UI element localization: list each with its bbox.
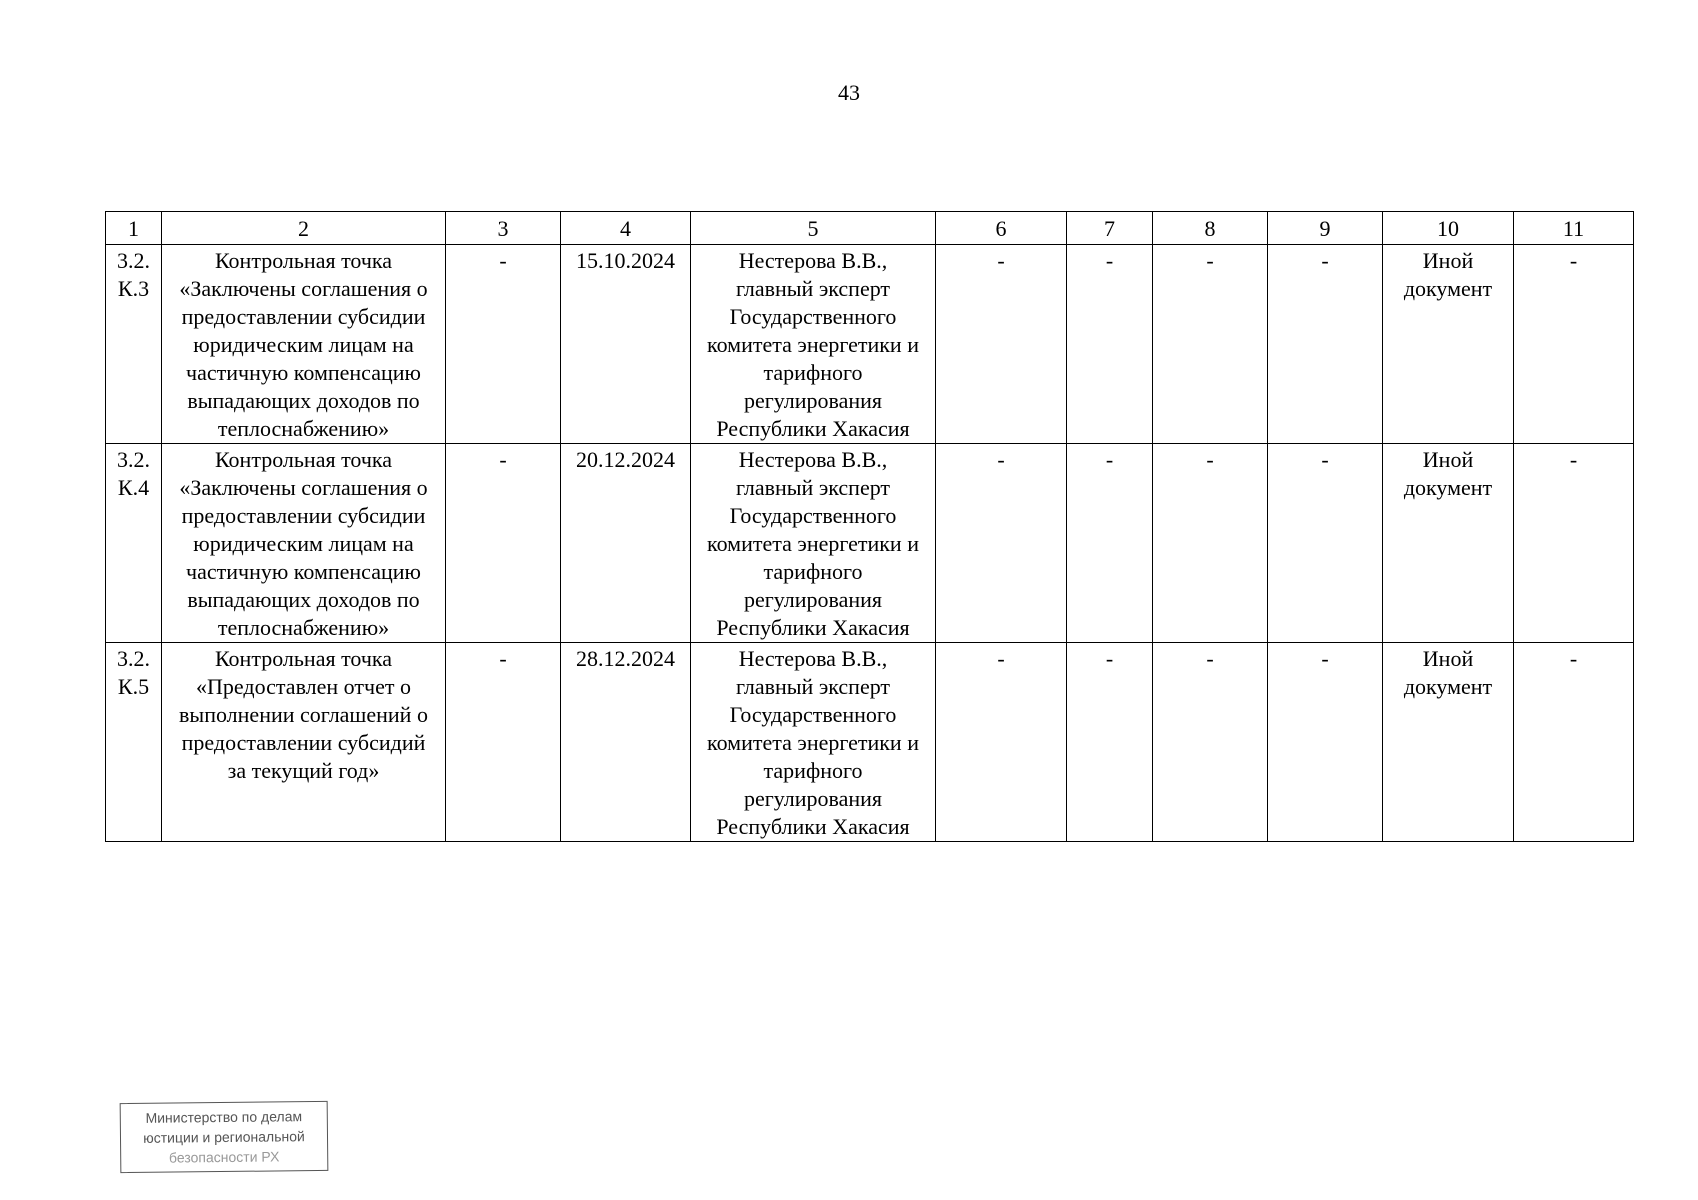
row-doc-type: Иной документ [1383, 643, 1514, 842]
row-col8: - [1153, 245, 1268, 444]
row-code: 3.2. К.4 [106, 444, 162, 643]
table-row [106, 444, 1634, 643]
registration-stamp [120, 1101, 329, 1173]
row-responsible: Нестерова В.В., главный эксперт Государственного комитета энергетики и тарифного регулирования Республики Хакасия [691, 444, 936, 643]
row-col11: - [1514, 444, 1634, 643]
row-col6: - [936, 643, 1067, 842]
row-col6: - [936, 245, 1067, 444]
row-col6: - [936, 444, 1067, 643]
column-header: 7 [1067, 212, 1153, 245]
column-header: 1 [106, 212, 162, 245]
column-header: 8 [1153, 212, 1268, 245]
row-date: 20.12.2024 [561, 444, 691, 643]
table-row [106, 643, 1634, 842]
row-col8: - [1153, 643, 1268, 842]
row-col3: - [446, 643, 561, 842]
row-doc-type: Иной документ [1383, 444, 1514, 643]
column-header: 11 [1514, 212, 1634, 245]
row-col8: - [1153, 444, 1268, 643]
page-number: 43 [838, 80, 860, 105]
row-col9: - [1268, 444, 1383, 643]
column-header: 5 [691, 212, 936, 245]
row-description: Контрольная точка «Заключены соглашения о предоставлении субсидии юридическим лицам на частичную компенсацию выпадающих доходов по теплоснабжению» [162, 245, 446, 444]
row-code: 3.2. К.3 [106, 245, 162, 444]
row-responsible: Нестерова В.В., главный эксперт Государственного комитета энергетики и тарифного регулирования Республики Хакасия [691, 245, 936, 444]
row-doc-type: Иной документ [1383, 245, 1514, 444]
row-col11: - [1514, 643, 1634, 842]
column-header: 2 [162, 212, 446, 245]
row-col7: - [1067, 643, 1153, 842]
table-row [106, 245, 1634, 444]
column-header: 9 [1268, 212, 1383, 245]
column-header: 6 [936, 212, 1067, 245]
control-points-table [105, 211, 1634, 842]
row-responsible: Нестерова В.В., главный эксперт Государственного комитета энергетики и тарифного регулирования Республики Хакасия [691, 643, 936, 842]
row-date: 28.12.2024 [561, 643, 691, 842]
column-header: 3 [446, 212, 561, 245]
row-col3: - [446, 444, 561, 643]
row-col9: - [1268, 643, 1383, 842]
row-date: 15.10.2024 [561, 245, 691, 444]
stamp-line: юстиции и региональной [143, 1128, 305, 1146]
column-header: 4 [561, 212, 691, 245]
row-col9: - [1268, 245, 1383, 444]
stamp-line: Министерство по делам [145, 1108, 303, 1126]
header-row [106, 212, 1634, 245]
row-description: Контрольная точка «Заключены соглашения о предоставлении субсидии юридическим лицам на частичную компенсацию выпадающих доходов по теплоснабжению» [162, 444, 446, 643]
row-description: Контрольная точка «Предоставлен отчет о выполнении соглашений о предоставлении субсидий за текущий год» [162, 643, 446, 842]
stamp-line: безопасности РХ [168, 1148, 280, 1166]
column-header: 10 [1383, 212, 1514, 245]
row-col7: - [1067, 444, 1153, 643]
row-col11: - [1514, 245, 1634, 444]
row-col7: - [1067, 245, 1153, 444]
row-code: 3.2. К.5 [106, 643, 162, 842]
row-col3: - [446, 245, 561, 444]
